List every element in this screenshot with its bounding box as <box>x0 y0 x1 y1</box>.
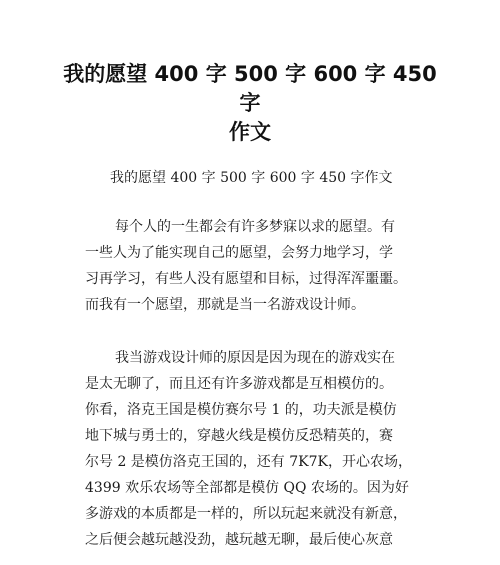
paragraph-line: 尔号 2 是模仿洛克王国的，还有 7K7K，开心农场， <box>85 454 412 470</box>
paragraph-line: 是太无聊了，而且还有许多游戏都是互相模仿的。 <box>85 376 393 392</box>
paragraph-line: 地下城与勇士的，穿越火线是模仿反恐精英的，赛 <box>85 428 393 444</box>
paragraph-line: 4399 欢乐农场等全部都是模仿 QQ 农场的。因为好 <box>85 480 409 496</box>
paragraph-line: 之后便会越玩越没劲，越玩越无聊，最后使心灰意 <box>85 532 393 548</box>
paragraph-line: 而我有一个愿望，那就是当一名游戏设计师。 <box>85 297 365 313</box>
document-title <box>60 60 440 147</box>
paragraph-line: 多游戏的本质都是一样的，所以玩起来就没有新意， <box>85 506 407 522</box>
title-line: 作文 <box>229 120 271 144</box>
paragraph-line: 每个人的一生都会有许多梦寐以求的愿望。有 <box>115 219 395 235</box>
paragraph-line: 我当游戏设计师的原因是因为现在的游戏实在 <box>115 350 395 366</box>
paragraph-line: 一些人为了能实现自己的愿望，会努力地学习，学 <box>85 245 393 261</box>
title-line: 我的愿望 400 字 500 字 600 字 450 字 <box>63 62 437 115</box>
paragraph-line: 你看，洛克王国是模仿赛尔号 1 的，功夫派是模仿 <box>85 402 397 418</box>
paragraph <box>85 345 430 553</box>
document-subtitle: 我的愿望 400 字 500 字 600 字 450 字作文 <box>110 170 393 186</box>
paragraph <box>85 214 430 318</box>
paragraph-line: 习再学习，有些人没有愿望和目标，过得浑浑噩噩。 <box>85 271 407 287</box>
